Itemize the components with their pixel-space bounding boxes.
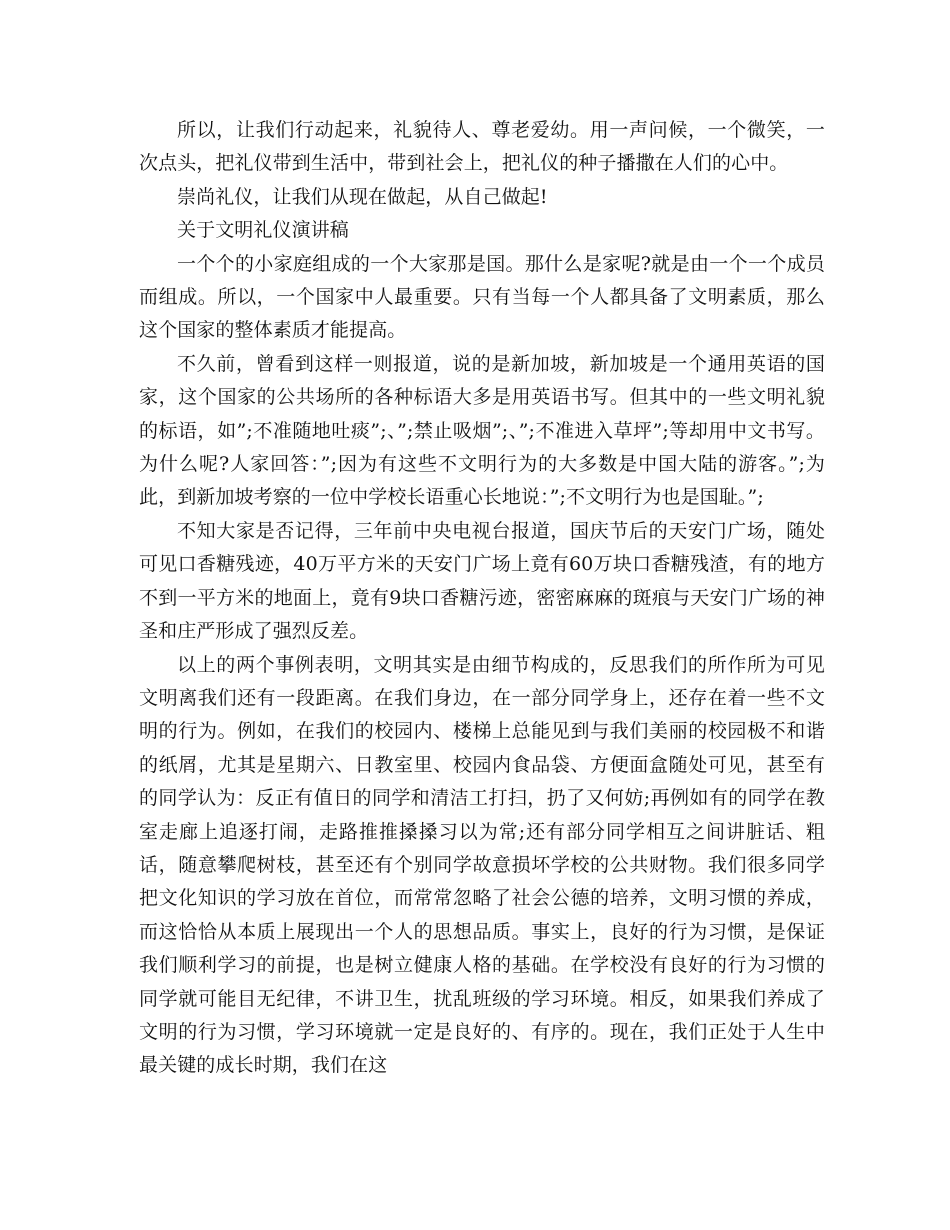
paragraph-singapore-report: 不久前，曾看到这样一则报道，说的是新加坡，新加坡是一个通用英语的国家，这个国家的公共场所的各种标语大多是用英语书写。但其中的一些文明礼貌的标语，如”;不准随地吐痰”;、”;禁止吸烟”;、”;不准进入草坪”;等却用中文书写。为什么呢?人家回答：”;因为有这些不文明行为的大多数是中国大陆的游客。”;为此，到新加坡考察的一位中学校长语重心长地说：”;不文明行为也是国耻。”;	[139, 352, 825, 509]
paragraph-call-to-action: 所以，让我们行动起来，礼貌待人、尊老爱幼。用一声问候，一个微笑，一次点头，把礼仪带到生活中，带到社会上，把礼仪的种子播撒在人们的心中。	[139, 119, 825, 175]
paragraph-tiananmen-report: 不知大家是否记得，三年前中央电视台报道，国庆节后的天安门广场，随处可见口香糖残迹，40万平方米的天安门广场上竟有60万块口香糖残渣，有的地方不到一平方米的地面上，竟有9块口香糖污迹，密密麻麻的斑痕与天安门广场的神圣和庄严形成了强烈反差。	[139, 519, 825, 643]
section-title: 关于文明礼仪演讲稿	[177, 219, 349, 242]
document-page	[139, 114, 825, 1083]
paragraph-family-nation: 一个个的小家庭组成的一个大家那是国。那什么是家呢?就是由一个一个成员而组成。所以，一个国家中人最重要。只有当每一个人都具备了文明素质，那么这个国家的整体素质才能提高。	[139, 252, 825, 342]
paragraph-slogan: 崇尚礼仪，让我们从现在做起，从自己做起!	[177, 185, 548, 208]
paragraph-school-behavior: 以上的两个事例表明，文明其实是由细节构成的，反思我们的所作所为可见文明离我们还有一段距离。在我们身边，在一部分同学身上，还存在着一些不文明的行为。例如，在我们的校园内、楼梯上总能见到与我们美丽的校园极不和谐的纸屑，尤其是星期六、日教室里、校园内食品袋、方便面盒随处可见，甚至有的同学认为：反正有值日的同学和清洁工打扫，扔了又何妨;再例如有的同学在教室走廊上追逐打闹，走路推推搡搡习以为常;还有部分同学相互之间讲脏话、粗话，随意攀爬树枝，甚至还有个别同学故意损坏学校的公共财物。我们很多同学把文化知识的学习放在首位，而常常忽略了社会公德的培养，文明习惯的养成，而这恰恰从本质上展现出一个人的思想品质。事实上，良好的行为习惯，是保证我们顺利学习的前提，也是树立健康人格的基础。在学校没有良好的行为习惯的同学就可能目无纪律，不讲卫生，扰乱班级的学习环境。相反，如果我们养成了文明的行为习惯，学习环境就一定是良好的、有序的。现在，我们正处于人生中最关键的成长时期，我们在这	[139, 653, 825, 1077]
